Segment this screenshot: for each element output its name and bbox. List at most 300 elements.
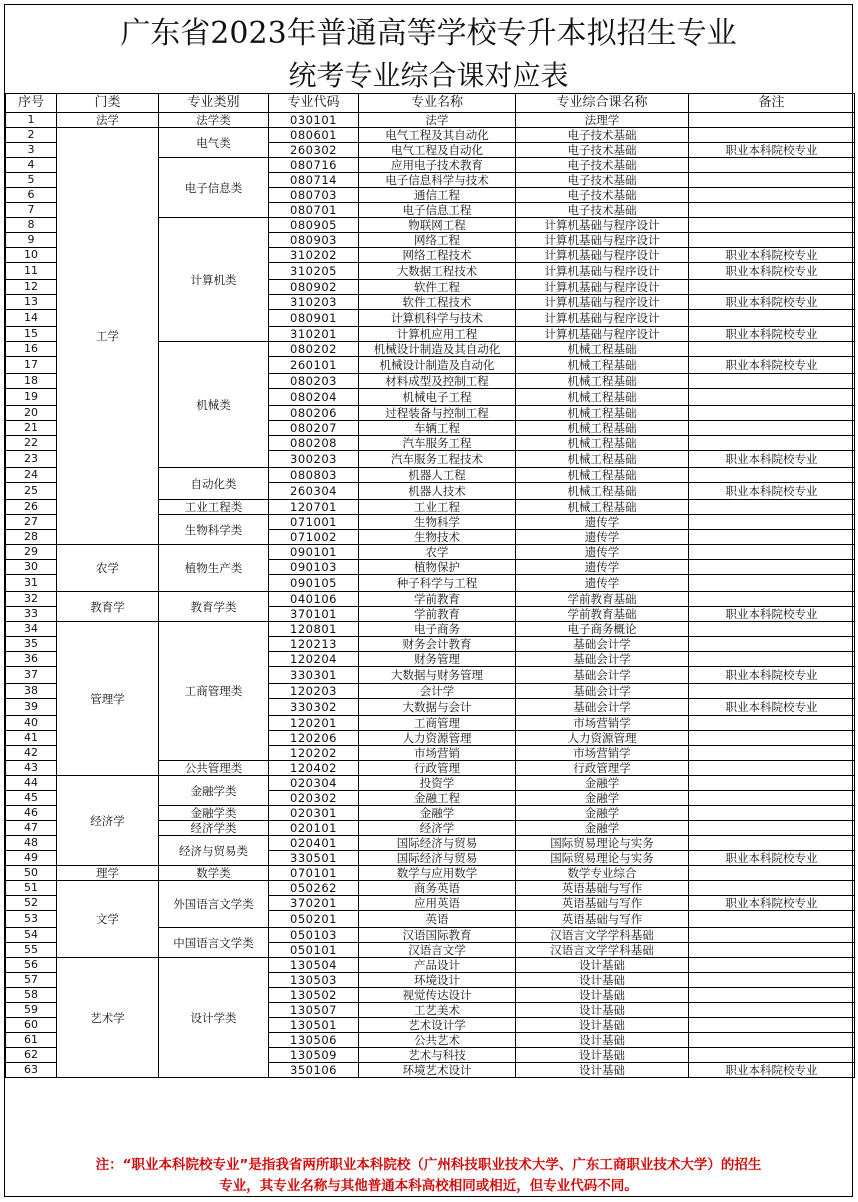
major-name: 软件工程技术 [359,295,516,310]
course-name: 国际贸易理论与实务 [516,851,689,866]
major-name: 物联网工程 [359,218,516,233]
major-code: 330301 [269,667,359,684]
subcategory-cell: 计算机类 [159,218,269,342]
remark-cell [689,310,855,327]
row-number: 32 [6,592,57,607]
row-number: 38 [6,684,57,699]
major-code: 080901 [269,310,359,327]
row-number: 59 [6,1003,57,1018]
remark-cell [689,218,855,233]
row-number: 5 [6,173,57,188]
remark-cell [689,592,855,607]
major-name: 应用英语 [359,896,516,911]
remark-cell [689,158,855,173]
course-name: 设计基础 [516,958,689,973]
major-code: 080202 [269,342,359,357]
remark-cell [689,622,855,637]
course-name: 遗传学 [516,530,689,545]
row-number: 37 [6,667,57,684]
major-code: 310202 [269,248,359,263]
major-code: 120201 [269,716,359,731]
row-number: 6 [6,188,57,203]
course-name: 电子商务概论 [516,622,689,637]
subcategory-cell: 植物生产类 [159,545,269,592]
major-code: 070101 [269,866,359,881]
major-code: 120203 [269,684,359,699]
footnote-line-2: 专业，其专业名称与其他普通本科高校相同或相近，但专业代码不同。 [219,1178,638,1194]
major-name: 数学与应用数学 [359,866,516,881]
remark-cell [689,515,855,530]
remark-cell [689,436,855,451]
major-code: 040106 [269,592,359,607]
major-name: 国际经济与贸易 [359,851,516,866]
major-code: 370201 [269,896,359,911]
major-name: 经济学 [359,821,516,836]
course-name: 设计基础 [516,1003,689,1018]
major-name: 机械电子工程 [359,389,516,406]
table-row [6,866,855,881]
major-code: 120213 [269,637,359,652]
major-name: 电子信息科学与技术 [359,173,516,188]
table-header-row [6,94,855,113]
major-name: 环境艺术设计 [359,1063,516,1078]
major-name: 工业工程 [359,500,516,515]
header-subcategory: 专业类别 [159,94,269,113]
row-number: 24 [6,468,57,483]
header-code: 专业代码 [269,94,359,113]
major-name: 人力资源管理 [359,731,516,746]
row-number: 18 [6,374,57,389]
remark-cell [689,575,855,592]
remark-cell: 职业本科院校专业 [689,263,855,280]
table-row [6,128,855,143]
category-cell: 农学 [57,545,159,592]
course-name: 设计基础 [516,1063,689,1078]
major-code: 071002 [269,530,359,545]
table-row [6,545,855,560]
major-code: 080204 [269,389,359,406]
major-code: 050103 [269,928,359,943]
course-name: 金融学 [516,776,689,791]
major-code: 020301 [269,806,359,821]
major-name: 财务管理 [359,652,516,667]
major-code: 080203 [269,374,359,389]
row-number: 58 [6,988,57,1003]
remark-cell [689,342,855,357]
course-name: 人力资源管理 [516,731,689,746]
row-number: 57 [6,973,57,988]
major-code: 080803 [269,468,359,483]
category-cell: 教育学 [57,592,159,622]
row-number: 51 [6,881,57,896]
major-name: 学前教育 [359,607,516,622]
major-code: 090105 [269,575,359,592]
row-number: 20 [6,406,57,421]
course-name: 电子技术基础 [516,173,689,188]
row-number: 55 [6,943,57,958]
major-code: 080905 [269,218,359,233]
remark-cell [689,806,855,821]
row-number: 47 [6,821,57,836]
subcategory-cell: 自动化类 [159,468,269,500]
remark-cell [689,468,855,483]
major-name: 行政管理 [359,761,516,776]
row-number: 15 [6,327,57,342]
major-code: 080207 [269,421,359,436]
row-number: 19 [6,389,57,406]
row-number: 36 [6,652,57,667]
table-row [6,776,855,791]
course-name: 学前教育基础 [516,607,689,622]
category-cell: 经济学 [57,776,159,866]
row-number: 23 [6,451,57,468]
major-name: 电气工程及自动化 [359,143,516,158]
row-number: 28 [6,530,57,545]
row-number: 39 [6,699,57,716]
major-name: 汉语国际教育 [359,928,516,943]
course-name: 行政管理学 [516,761,689,776]
course-name: 汉语言文学学科基础 [516,928,689,943]
course-name: 汉语言文学学科基础 [516,943,689,958]
course-name: 设计基础 [516,1033,689,1048]
remark-cell [689,911,855,928]
remark-cell: 职业本科院校专业 [689,357,855,374]
remark-cell: 职业本科院校专业 [689,295,855,310]
row-number: 52 [6,896,57,911]
major-code: 050201 [269,911,359,928]
remark-cell [689,280,855,295]
subcategory-cell: 经济学类 [159,821,269,836]
course-name: 电子技术基础 [516,128,689,143]
row-number: 41 [6,731,57,746]
major-code: 080716 [269,158,359,173]
row-number: 35 [6,637,57,652]
major-name: 软件工程 [359,280,516,295]
remark-cell [689,406,855,421]
major-name: 视觉传达设计 [359,988,516,1003]
table-row [6,958,855,973]
row-number: 40 [6,716,57,731]
major-name: 公共艺术 [359,1033,516,1048]
major-code: 130502 [269,988,359,1003]
course-name: 设计基础 [516,988,689,1003]
course-name: 机械工程基础 [516,421,689,436]
major-code: 130503 [269,973,359,988]
remark-cell [689,684,855,699]
major-course-table [5,93,855,1078]
major-name: 会计学 [359,684,516,699]
row-number: 10 [6,248,57,263]
major-code: 090101 [269,545,359,560]
remark-cell [689,943,855,958]
row-number: 33 [6,607,57,622]
remark-cell [689,203,855,218]
remark-cell [689,776,855,791]
major-name: 学前教育 [359,592,516,607]
course-name: 学前教育基础 [516,592,689,607]
course-name: 基础会计学 [516,637,689,652]
major-code: 130507 [269,1003,359,1018]
major-code: 090103 [269,560,359,575]
major-name: 汉语言文学 [359,943,516,958]
remark-cell [689,881,855,896]
course-name: 电子技术基础 [516,203,689,218]
course-name: 机械工程基础 [516,406,689,421]
course-name: 机械工程基础 [516,468,689,483]
major-name: 材料成型及控制工程 [359,374,516,389]
row-number: 7 [6,203,57,218]
row-number: 31 [6,575,57,592]
row-number: 43 [6,761,57,776]
remark-cell [689,791,855,806]
remark-cell [689,761,855,776]
major-name: 财务会计教育 [359,637,516,652]
row-number: 61 [6,1033,57,1048]
course-name: 法理学 [516,113,689,128]
subcategory-cell: 设计学类 [159,958,269,1078]
header-major-name: 专业名称 [359,94,516,113]
row-number: 50 [6,866,57,881]
subcategory-cell: 电子信息类 [159,158,269,218]
remark-cell: 职业本科院校专业 [689,699,855,716]
table-row [6,592,855,607]
major-code: 080208 [269,436,359,451]
major-code: 020401 [269,836,359,851]
major-code: 080206 [269,406,359,421]
major-code: 071001 [269,515,359,530]
major-name: 车辆工程 [359,421,516,436]
row-number: 45 [6,791,57,806]
remark-cell: 职业本科院校专业 [689,483,855,500]
major-code: 330501 [269,851,359,866]
row-number: 16 [6,342,57,357]
course-name: 英语基础与写作 [516,896,689,911]
subcategory-cell: 外国语言文学类 [159,881,269,928]
major-code: 300203 [269,451,359,468]
course-name: 设计基础 [516,1048,689,1063]
remark-cell [689,1048,855,1063]
major-code: 310205 [269,263,359,280]
page-subtitle: 统考专业综合课对应表 [288,59,569,92]
remark-cell: 职业本科院校专业 [689,851,855,866]
row-number: 1 [6,113,57,128]
remark-cell: 职业本科院校专业 [689,327,855,342]
course-name: 机械工程基础 [516,436,689,451]
major-name: 商务英语 [359,881,516,896]
major-code: 130504 [269,958,359,973]
row-number: 17 [6,357,57,374]
major-name: 金融工程 [359,791,516,806]
remark-cell [689,836,855,851]
major-code: 020304 [269,776,359,791]
remark-cell [689,374,855,389]
row-number: 9 [6,233,57,248]
table-row [6,881,855,896]
footnote-line-1: 注：“职业本科院校专业”是指我省两所职业本科院校（广州科技职业技术大学、广东工商职业技术大学）的招生 [95,1157,762,1173]
remark-cell: 职业本科院校专业 [689,248,855,263]
row-number: 3 [6,143,57,158]
major-code: 080903 [269,233,359,248]
major-name: 艺术设计学 [359,1018,516,1033]
major-code: 130506 [269,1033,359,1048]
remark-cell [689,1018,855,1033]
major-name: 法学 [359,113,516,128]
category-cell: 文学 [57,881,159,958]
course-name: 金融学 [516,791,689,806]
course-name: 市场营销学 [516,746,689,761]
major-name: 国际经济与贸易 [359,836,516,851]
row-number: 2 [6,128,57,143]
course-name: 基础会计学 [516,652,689,667]
row-number: 49 [6,851,57,866]
course-name: 遗传学 [516,515,689,530]
major-code: 130501 [269,1018,359,1033]
row-number: 56 [6,958,57,973]
major-name: 汽车服务工程 [359,436,516,451]
major-name: 生物技术 [359,530,516,545]
row-number: 12 [6,280,57,295]
major-code: 350106 [269,1063,359,1078]
subcategory-cell: 电气类 [159,128,269,158]
subcategory-cell: 公共管理类 [159,761,269,776]
footnote [13,1155,844,1197]
remark-cell [689,545,855,560]
row-number: 4 [6,158,57,173]
table-row [6,113,855,128]
major-name: 网络工程技术 [359,248,516,263]
remark-cell [689,188,855,203]
course-name: 机械工程基础 [516,374,689,389]
remark-cell [689,421,855,436]
row-number: 11 [6,263,57,280]
course-name: 数学专业综合 [516,866,689,881]
row-number: 21 [6,421,57,436]
major-code: 120206 [269,731,359,746]
remark-cell [689,958,855,973]
major-code: 120202 [269,746,359,761]
subcategory-cell: 机械类 [159,342,269,468]
major-code: 130509 [269,1048,359,1063]
remark-cell [689,113,855,128]
table-body [6,113,855,1078]
major-name: 网络工程 [359,233,516,248]
row-number: 8 [6,218,57,233]
course-name: 市场营销学 [516,716,689,731]
course-name: 英语基础与写作 [516,881,689,896]
row-number: 63 [6,1063,57,1078]
subcategory-cell: 法学类 [159,113,269,128]
course-name: 计算机基础与程序设计 [516,248,689,263]
course-name: 设计基础 [516,1018,689,1033]
major-name: 过程装备与控制工程 [359,406,516,421]
major-code: 080703 [269,188,359,203]
major-code: 080601 [269,128,359,143]
remark-cell [689,500,855,515]
major-code: 370101 [269,607,359,622]
major-name: 大数据与会计 [359,699,516,716]
remark-cell [689,389,855,406]
major-name: 农学 [359,545,516,560]
row-number: 30 [6,560,57,575]
remark-cell [689,530,855,545]
course-name: 计算机基础与程序设计 [516,233,689,248]
major-name: 计算机科学与技术 [359,310,516,327]
course-name: 计算机基础与程序设计 [516,327,689,342]
row-number: 46 [6,806,57,821]
course-name: 机械工程基础 [516,342,689,357]
row-number: 26 [6,500,57,515]
remark-cell [689,233,855,248]
remark-cell [689,1033,855,1048]
course-name: 遗传学 [516,545,689,560]
course-name: 机械工程基础 [516,357,689,374]
remark-cell: 职业本科院校专业 [689,667,855,684]
major-name: 电子信息工程 [359,203,516,218]
row-number: 62 [6,1048,57,1063]
major-name: 产品设计 [359,958,516,973]
row-number: 27 [6,515,57,530]
course-name: 设计基础 [516,973,689,988]
remark-cell [689,173,855,188]
major-name: 植物保护 [359,560,516,575]
remark-cell [689,866,855,881]
remark-cell: 职业本科院校专业 [689,1063,855,1078]
category-cell: 艺术学 [57,958,159,1078]
course-name: 机械工程基础 [516,500,689,515]
subcategory-cell: 数学类 [159,866,269,881]
course-name: 国际贸易理论与实务 [516,836,689,851]
remark-cell: 职业本科院校专业 [689,607,855,622]
major-code: 050101 [269,943,359,958]
course-name: 电子技术基础 [516,143,689,158]
major-name: 大数据工程技术 [359,263,516,280]
row-number: 44 [6,776,57,791]
major-name: 种子科学与工程 [359,575,516,592]
subcategory-cell: 工业工程类 [159,500,269,515]
category-cell: 理学 [57,866,159,881]
remark-cell [689,973,855,988]
row-number: 13 [6,295,57,310]
major-name: 机器人工程 [359,468,516,483]
course-name: 电子技术基础 [516,158,689,173]
major-name: 市场营销 [359,746,516,761]
course-name: 金融学 [516,806,689,821]
course-name: 计算机基础与程序设计 [516,263,689,280]
course-name: 英语基础与写作 [516,911,689,928]
major-code: 260304 [269,483,359,500]
remark-cell [689,652,855,667]
major-code: 080714 [269,173,359,188]
major-code: 080902 [269,280,359,295]
row-number: 14 [6,310,57,327]
major-name: 生物科学 [359,515,516,530]
subcategory-cell: 金融学类 [159,776,269,806]
major-name: 通信工程 [359,188,516,203]
row-number: 29 [6,545,57,560]
major-name: 机器人技术 [359,483,516,500]
page-title: 广东省2023年普通高等学校专升本拟招生专业 [120,16,737,51]
course-name: 机械工程基础 [516,451,689,468]
header-seq: 序号 [6,94,57,113]
major-name: 投资学 [359,776,516,791]
table-row [6,622,855,637]
major-code: 260302 [269,143,359,158]
major-name: 金融学 [359,806,516,821]
major-code: 120701 [269,500,359,515]
major-code: 120801 [269,622,359,637]
remark-cell [689,1003,855,1018]
subcategory-cell: 教育学类 [159,592,269,622]
